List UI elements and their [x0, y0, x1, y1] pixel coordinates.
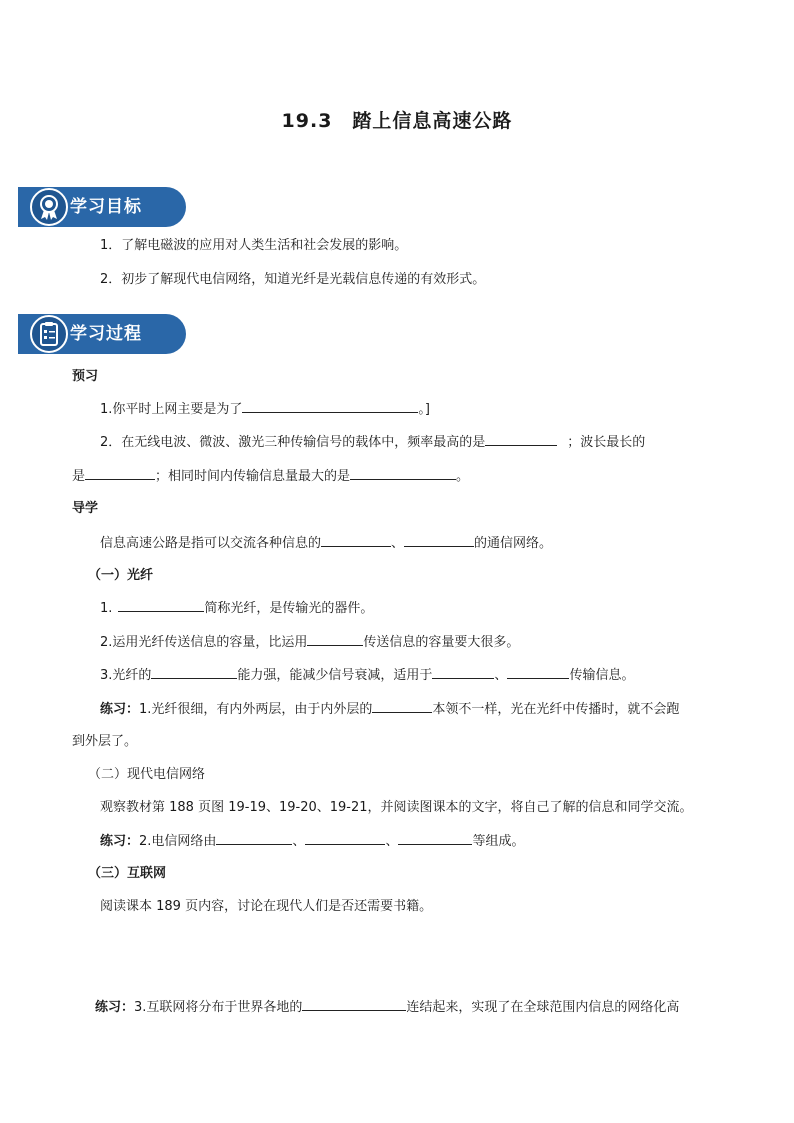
guide-intro-end: 的通信网络。 — [474, 536, 553, 551]
guide-intro-sep: 、 — [391, 536, 405, 551]
fiber-exercise — [100, 699, 679, 720]
answer-blank[interactable] — [302, 997, 406, 1011]
fiber-item-3 — [100, 665, 634, 686]
answer-blank[interactable] — [307, 632, 363, 646]
fiber-item-1-num: 1. — [100, 601, 113, 616]
process-heading: 学习过程 — [70, 324, 142, 344]
preview-q1-end: 。] — [418, 402, 430, 417]
preview-question-2 — [100, 432, 645, 453]
preview-label: 预习 — [72, 369, 99, 384]
fiber-item-2 — [100, 632, 519, 653]
award-ribbon-icon — [30, 188, 68, 226]
guide-label: 导学 — [72, 501, 99, 516]
answer-blank[interactable] — [350, 466, 456, 480]
preview-q1-text: 1.你平时上网主要是为了 — [100, 402, 243, 417]
answer-blank[interactable] — [404, 533, 474, 547]
process-banner — [0, 314, 200, 354]
page-title: 19.3 踏上信息高速公路 — [281, 110, 513, 132]
preview-q2-text-d: ；相同时间内传输信息量最大的是 — [155, 469, 351, 484]
fiber-exercise-text: 1.光纤很细，有内外两层，由于内外层的 — [139, 702, 373, 717]
internet-exercise-text: 3.互联网将分布于世界各地的 — [134, 1000, 303, 1015]
exercise-label: 练习： — [95, 1000, 135, 1015]
answer-blank[interactable] — [305, 831, 385, 845]
answer-blank[interactable] — [372, 699, 432, 713]
answer-blank[interactable] — [321, 533, 391, 547]
goals-heading: 学习目标 — [70, 197, 142, 217]
answer-blank[interactable] — [485, 432, 557, 446]
network-exercise-sep-2: 、 — [385, 834, 399, 849]
answer-blank[interactable] — [118, 598, 204, 612]
fiber-item-3-text-b: 能力强，能减少信号衰减，适用于 — [237, 668, 433, 683]
fiber-item-1 — [100, 598, 373, 619]
answer-blank[interactable] — [151, 665, 237, 679]
goals-banner — [0, 187, 200, 227]
network-exercise-sep-1: 、 — [292, 834, 306, 849]
fiber-item-3-end: 传输信息。 — [569, 668, 635, 683]
answer-blank[interactable] — [242, 399, 418, 413]
network-heading: （二）现代电信网络 — [88, 767, 206, 782]
answer-blank[interactable] — [432, 665, 494, 679]
fiber-item-1-text: 简称光纤，是传输光的器件。 — [204, 601, 374, 616]
goal-item-1: 1．了解电磁波的应用对人类生活和社会发展的影响。 — [100, 238, 408, 253]
answer-blank[interactable] — [507, 665, 569, 679]
fiber-heading: （一）光纤 — [88, 568, 154, 583]
network-exercise — [100, 831, 524, 852]
answer-blank[interactable] — [398, 831, 472, 845]
preview-q2-text-b: ；波长最长的 — [567, 435, 646, 450]
internet-read: 阅读课本 189 页内容，讨论在现代人们是否还需要书籍。 — [100, 899, 433, 914]
preview-q2-text-c: 是 — [72, 469, 86, 484]
fiber-exercise-text-b: 本领不一样，光在光纤中传播时，就不会跑 — [432, 702, 680, 717]
exercise-label: 练习： — [100, 702, 140, 717]
preview-q2-text: 2．在无线电波、微波、激光三种传输信号的载体中，频率最高的是 — [100, 435, 486, 450]
network-observe: 观察教材第 188 页图 19-19、19-20、19-21，并阅读图课本的文字，将自己了解的信息和同学交流。 — [100, 800, 693, 815]
answer-blank[interactable] — [85, 466, 155, 480]
fiber-item-2-end: 传送信息的容量要大很多。 — [363, 635, 520, 650]
internet-exercise-end: 连结起来，实现了在全球范围内信息的网络化高 — [406, 1000, 680, 1015]
fiber-item-3-sep: 、 — [494, 668, 508, 683]
network-exercise-end: 等组成。 — [472, 834, 525, 849]
clipboard-checklist-icon — [30, 315, 68, 353]
fiber-item-3-text: 3.光纤的 — [100, 668, 152, 683]
preview-question-1 — [100, 399, 430, 420]
exercise-label: 练习： — [100, 834, 140, 849]
guide-intro-text: 信息高速公路是指可以交流各种信息的 — [100, 536, 322, 551]
fiber-exercise-cont: 到外层了。 — [72, 734, 138, 749]
internet-exercise — [95, 997, 679, 1018]
internet-heading: （三）互联网 — [88, 866, 167, 881]
answer-blank[interactable] — [216, 831, 292, 845]
network-exercise-text: 2.电信网络由 — [139, 834, 217, 849]
goal-item-2: 2．初步了解现代电信网络，知道光纤是光载信息传递的有效形式。 — [100, 272, 486, 287]
guide-intro — [100, 533, 552, 554]
fiber-item-2-text: 2.运用光纤传送信息的容量，比运用 — [100, 635, 308, 650]
preview-question-2-cont — [72, 466, 469, 487]
preview-q2-end: 。 — [456, 469, 470, 484]
